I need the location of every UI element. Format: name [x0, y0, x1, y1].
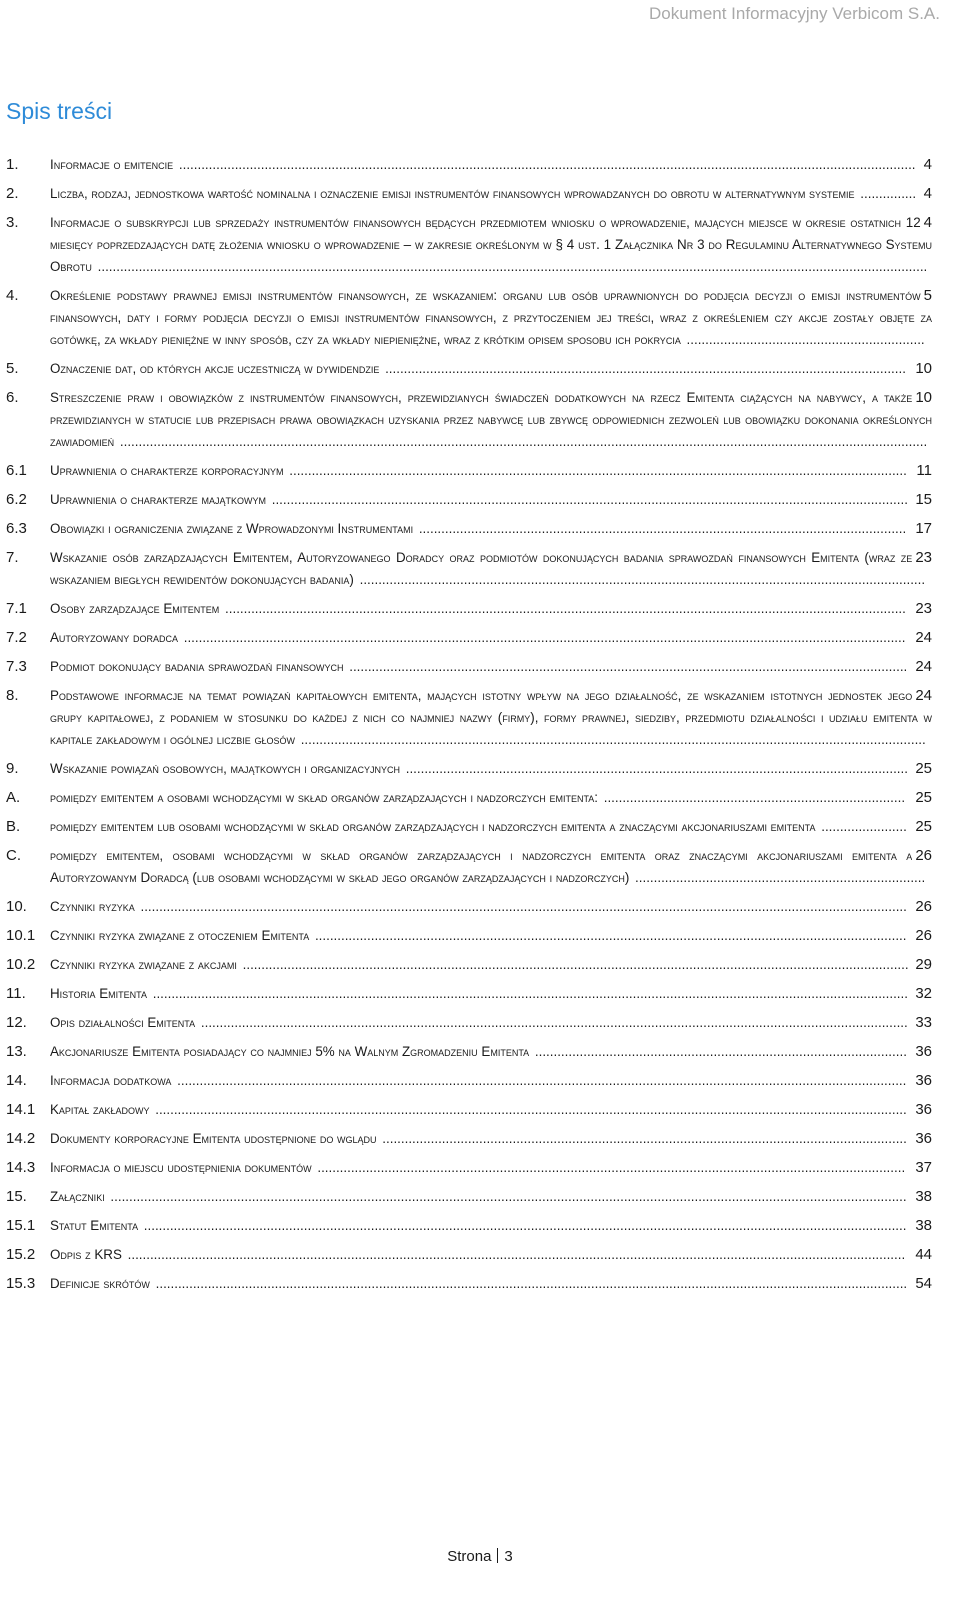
- toc-entry-leader: ..........................................................................................................................................................................................................: [151, 1276, 908, 1291]
- toc-entry-body: [50, 1157, 932, 1179]
- toc-entry-page: 25: [912, 816, 932, 838]
- toc-entry-body: [50, 1215, 932, 1237]
- toc-entry-title: Informacja o miejscu udostępnienia dokumentów: [50, 1160, 312, 1175]
- toc-entry[interactable]: [6, 1157, 932, 1179]
- toc-entry-page: 54: [912, 1273, 932, 1295]
- toc-entry[interactable]: [6, 845, 932, 889]
- toc-entry-page: 26: [912, 845, 932, 867]
- toc-entry-title: Kapitał zakładowy: [50, 1102, 150, 1117]
- toc-entry-page: 24: [912, 627, 932, 649]
- toc-entry-title: Czynniki ryzyka związane z otoczeniem Emitenta: [50, 928, 310, 943]
- toc-entry-leader: ........................................................................................................................................................: [355, 572, 926, 587]
- toc-entry[interactable]: [6, 1070, 932, 1092]
- toc-entry-body: [50, 285, 932, 351]
- toc-entry[interactable]: [6, 983, 932, 1005]
- toc-entry-body: [50, 1244, 932, 1266]
- toc-entry-number: 10.1: [6, 927, 36, 944]
- toc-entry-leader: ..............................................................................................................................................................: [313, 1160, 906, 1175]
- toc-entry-title: Statut Emitenta: [50, 1218, 139, 1233]
- toc-entry-leader: ..............................................................................: [631, 870, 926, 885]
- toc-entry-page: 38: [912, 1186, 932, 1208]
- toc-entry-leader: ................................................................: [682, 332, 925, 347]
- toc-entry-page: 17: [912, 518, 932, 540]
- toc-entry-number: 3.: [6, 214, 19, 231]
- toc-entry-title: Informacje o emitencie: [50, 157, 174, 172]
- toc-entry-title: Informacje o subskrypcji lub sprzedaży instrumentów finansowych będących przedmiotem wniosku o wprowadzenie, mających miejsce w okresie ostatnich 12 miesięcy poprzedzających datę złożenia wniosku o wprowadzenie – w zakresie określonym w § 4 ust. 1 Załącznika Nr 3 do Regulaminu Alternatywnego Systemu Obrotu: [50, 215, 932, 274]
- toc-entry-number: 10.2: [6, 956, 36, 973]
- toc-entry-body: [50, 358, 932, 380]
- toc-entry-number: 6.3: [6, 520, 27, 537]
- toc-entry-number: 11.: [6, 985, 26, 1002]
- toc-entry-number: 10.: [6, 898, 27, 915]
- toc-entry[interactable]: [6, 1215, 932, 1237]
- toc-entry-number: 7.2: [6, 629, 27, 646]
- toc-entry-leader: ........................................................................................................................................................................: [296, 732, 926, 747]
- toc-entry-body: [50, 183, 932, 205]
- toc-entry[interactable]: [6, 656, 932, 678]
- toc-entry-body: [50, 845, 932, 889]
- toc-entry-body: [50, 627, 932, 649]
- toc-entry-body: [50, 154, 932, 176]
- toc-entry-body: [50, 816, 932, 838]
- toc-entry-leader: ...........................................................................................................................................................................: [268, 492, 908, 507]
- toc-entry-leader: ...............................................................................................................................................................................................................................: [93, 259, 928, 274]
- toc-entry[interactable]: [6, 387, 932, 453]
- toc-entry-page: 23: [912, 598, 932, 620]
- toc-entry[interactable]: [6, 212, 932, 278]
- toc-entry-body: [50, 1186, 932, 1208]
- toc-entry-leader: ...........................................................................................................................................................................................................: [149, 986, 908, 1001]
- toc-entry-number: 14.: [6, 1072, 27, 1089]
- toc-entry-title: pomiędzy emitentem, osobami wchodzącymi w skład organów zarządzających i nadzorczych emitenta oraz znaczącymi akcjonariuszami emitenta a Autoryzowanym Doradcą (lub osobami wchodzącymi w skład jego organów zarządzających i nadzorczych): [50, 848, 913, 885]
- toc-entry[interactable]: [6, 925, 932, 947]
- toc-entry-body: [50, 1041, 932, 1063]
- toc-entry-leader: ...................................................................................................................................: [415, 521, 907, 536]
- toc-entry-page: 15: [912, 489, 932, 511]
- toc-entry-body: [50, 387, 932, 453]
- toc-entry[interactable]: [6, 1244, 932, 1266]
- toc-entry-page: 29: [912, 954, 932, 976]
- toc-entry-leader: .......................: [817, 819, 907, 834]
- toc-entry-page: 4: [921, 154, 932, 176]
- toc-entry-title: Podmiot dokonujący badania sprawozdań finansowych: [50, 659, 344, 674]
- toc-entry-body: [50, 460, 932, 482]
- toc-entry[interactable]: [6, 1128, 932, 1150]
- toc-entry[interactable]: [6, 154, 932, 176]
- toc-entry-title: Określenie podstawy prawnej emisji instrumentów finansowych, ze wskazaniem: organu lub osób uprawnionych do podjęcia decyzji o emisji instrumentów finansowych, daty i formy podjęcia decyzji o emisji instrumentów finansowych, z przytoczeniem jej treści, wraz z określeniem czy akcje zostały objęte za gotówkę, za wkłady pieniężne w inny sposób, czy za wkłady niepieniężne, wraz z krótkim opisem sposobu ich pokrycia: [50, 288, 932, 347]
- toc-entry-leader: ......................................................................................................................................................: [345, 659, 908, 674]
- toc-entry[interactable]: [6, 787, 932, 809]
- toc-entry-title: Uprawnienia o charakterze majątkowym: [50, 492, 267, 507]
- toc-entry[interactable]: [6, 758, 932, 780]
- toc-entry-number: 1.: [6, 156, 19, 173]
- toc-entry-leader: .............................................................................................................................................................................................................: [140, 1218, 907, 1233]
- toc-entry-leader: ......................................................................................................................................................................................................................: [106, 1189, 907, 1204]
- toc-entry-title: Akcjonariusze Emitenta posiadający co najmniej 5% na Walnym Zgromadzeniu Emitenta: [50, 1044, 530, 1059]
- toc-entry-page: 4: [921, 212, 932, 234]
- toc-entry-page: 24: [912, 656, 932, 678]
- toc-entry-body: [50, 954, 932, 976]
- toc-entry-number: 12.: [6, 1014, 27, 1031]
- toc-heading: Spis treści: [6, 98, 113, 124]
- toc-entry-page: 36: [912, 1099, 932, 1121]
- toc-entry-leader: .............................................................................................................................................: [378, 1131, 907, 1146]
- toc-entry[interactable]: [6, 954, 932, 976]
- toc-entry-number: 6.1: [6, 462, 27, 479]
- toc-entry-body: [50, 896, 932, 918]
- toc-entry-number: 6.: [6, 389, 19, 406]
- toc-entry-leader: ....................................................................................................................................................................................................: [173, 1073, 907, 1088]
- page-footer: [0, 1548, 960, 1565]
- toc-entry-body: [50, 925, 932, 947]
- toc-entry-page: 24: [912, 685, 932, 707]
- toc-entry[interactable]: [6, 896, 932, 918]
- toc-entry-title: Historia Emitenta: [50, 986, 147, 1001]
- toc-entry-title: Podstawowe informacje na temat powiązań kapitałowych emitenta, mających istotny wpływ na jego działalność, ze wskazaniem istotnych jednostek jego grupy kapitałowej, z podaniem w stosunku do każdej z nich co najmniej nazwy (firmy), formy prawnej, siedziby, przedmiotu działalności i udziału emitenta w kapitale zakładowym i ogólnej liczbie głosów: [50, 688, 932, 747]
- toc-entry-leader: ..........................................................................................................................................................................................................: [151, 1102, 907, 1117]
- toc-entry-title: Dokumenty korporacyjne Emitenta udostępnione do wglądu: [50, 1131, 377, 1146]
- toc-entry-body: [50, 685, 932, 751]
- toc-entry-number: 8.: [6, 687, 19, 704]
- toc-entry-title: Wskazanie powiązań osobowych, majątkowych i organizacyjnych: [50, 761, 400, 776]
- toc-entry[interactable]: [6, 183, 932, 205]
- toc-entry-body: [50, 598, 932, 620]
- toc-entry[interactable]: [6, 1273, 932, 1295]
- toc-entry[interactable]: [6, 547, 932, 591]
- toc-entry-body: [50, 1012, 932, 1034]
- toc-entry-leader: .................................................................................................................................................................................................................: [123, 1247, 906, 1262]
- toc-entry-page: 33: [912, 1012, 932, 1034]
- toc-entry-page: 36: [912, 1070, 932, 1092]
- toc-entry-leader: .................................................................................: [600, 790, 906, 805]
- footer-separator: [497, 1548, 498, 1563]
- toc-entry-page: 36: [912, 1128, 932, 1150]
- toc-entry-number: C.: [6, 847, 21, 864]
- toc-entry-number: 4.: [6, 287, 19, 304]
- toc-entry-leader: ............................................................................................................................................: [381, 361, 906, 376]
- toc-entry[interactable]: [6, 685, 932, 751]
- toc-entry-title: pomiędzy emitentem a osobami wchodzącymi w skład organów zarządzających i nadzorczych emitenta:: [50, 790, 598, 805]
- toc-entry-page: 23: [912, 547, 932, 569]
- toc-entry-number: 15.3: [6, 1275, 36, 1292]
- toc-entry-number: 15.2: [6, 1246, 36, 1263]
- toc-entry[interactable]: [6, 358, 932, 380]
- toc-entry-number: 7.: [6, 549, 19, 566]
- toc-entry-page: 25: [912, 758, 932, 780]
- toc-entry-page: 44: [912, 1244, 932, 1266]
- toc-entry[interactable]: [6, 627, 932, 649]
- toc-entry-number: 6.2: [6, 491, 27, 508]
- toc-entry[interactable]: [6, 518, 932, 540]
- toc-entry-body: [50, 212, 932, 278]
- toc-entry[interactable]: [6, 1041, 932, 1063]
- toc-entry-body: [50, 983, 932, 1005]
- footer-page-number: 3: [504, 1548, 513, 1565]
- toc-entry-body: [50, 758, 932, 780]
- toc-entry-page: 26: [912, 896, 932, 918]
- toc-entry[interactable]: [6, 1012, 932, 1034]
- toc-entry-title: Wskazanie osób zarządzających Emitentem, Autoryzowanego Doradcy oraz podmiotów dokonujących badania sprawozdań finansowych Emitenta (wraz ze wskazaniem biegłych rewidentów dokonujących badania): [50, 550, 913, 587]
- toc-entry-number: 7.3: [6, 658, 27, 675]
- toc-entry-title: Czynniki ryzyka związane z akcjami: [50, 957, 237, 972]
- toc-entry-page: 38: [912, 1215, 932, 1237]
- toc-entry-page: 11: [913, 460, 932, 482]
- toc-entry-title: Czynniki ryzyka: [50, 899, 135, 914]
- toc-entry-title: Liczba, rodzaj, jednostkowa wartość nominalna i oznaczenie emisji instrumentów finansowych wprowadzanych do obrotu w alternatywnym systemie: [50, 186, 855, 201]
- toc-entry-leader: ...............: [856, 186, 917, 201]
- toc-entry-title: Oznaczenie dat, od których akcje uczestniczą w dywidendzie: [50, 361, 380, 376]
- toc-entry[interactable]: [6, 816, 932, 838]
- toc-entry-number: B.: [6, 818, 21, 835]
- toc-entry-body: [50, 1070, 932, 1092]
- toc-entry-page: 36: [912, 1041, 932, 1063]
- toc-entry[interactable]: [6, 1186, 932, 1208]
- toc-entry-leader: ..................................................................................................................................................................................................: [180, 630, 906, 645]
- toc-entry-title: pomiędzy emitentem lub osobami wchodzącymi w skład organów zarządzających i nadzorczych emitenta a znaczącymi akcjonariuszami emitenta: [50, 819, 816, 834]
- toc-entry-page: 25: [912, 787, 932, 809]
- toc-entry-title: Uprawnienia o charakterze korporacyjnym: [50, 463, 284, 478]
- toc-entry-page: 32: [912, 983, 932, 1005]
- toc-entry-leader: ......................................................................................................................................................................: [285, 463, 907, 478]
- toc-entry-number: A.: [6, 789, 21, 806]
- toc-entry-leader: ....................................................................................................: [531, 1044, 907, 1059]
- toc-entry[interactable]: [6, 285, 932, 351]
- toc-entry-page: 26: [912, 925, 932, 947]
- toc-entry-leader: .......................................................................................................................................: [402, 761, 908, 776]
- toc-entry-body: [50, 489, 932, 511]
- toc-entry-title: Streszczenie praw i obowiązków z instrumentów finansowych, przewidzianych świadczeń dodatkowych na rzecz Emitenta ciążących na nabywcy, a także przewidzianych w statucie lub przepisach prawa obowiązkach uzyskania przez nabywcę lub zbywcę odpowiednich zezwoleń lub obowiązku dokonania określonych zawiadomień: [50, 390, 932, 449]
- toc-entry-number: 15.1: [6, 1217, 36, 1234]
- toc-entry-leader: .......................................................................................................................................................................................: [221, 601, 906, 616]
- toc-entry-leader: ...................................................................................................................................................................................: [238, 957, 909, 972]
- toc-entry-body: [50, 656, 932, 678]
- toc-entry-number: 7.1: [6, 600, 27, 617]
- toc-entry-page: 4: [921, 183, 932, 205]
- toc-entry[interactable]: [6, 598, 932, 620]
- toc-entry-title: Osoby zarządzające Emitentem: [50, 601, 220, 616]
- toc-entry-body: [50, 787, 932, 809]
- toc-entry-number: 14.2: [6, 1130, 36, 1147]
- toc-entry-body: [50, 1128, 932, 1150]
- toc-entry-page: 10: [912, 358, 932, 380]
- toc-entry-title: Definicje skrótów: [50, 1276, 150, 1291]
- toc-entry-leader: .........................................................................................................................................................................................................................: [116, 434, 928, 449]
- toc-entry-leader: ......................................................................................................................................................................................................: [175, 157, 916, 172]
- toc-entry-number: 9.: [6, 760, 19, 777]
- toc-entry-title: Opis działalności Emitenta: [50, 1015, 196, 1030]
- toc-entry-page: 10: [912, 387, 932, 409]
- toc-entry[interactable]: [6, 1099, 932, 1121]
- toc-entry-leader: ...............................................................................................................................................................: [311, 928, 907, 943]
- table-of-contents: [6, 154, 932, 1302]
- document-header: Dokument Informacyjny Verbicom S.A.: [648, 4, 940, 23]
- toc-entry-body: [50, 518, 932, 540]
- toc-entry-title: Obowiązki i ograniczenia związane z Wprowadzonymi Instrumentami: [50, 521, 414, 536]
- toc-entry[interactable]: [6, 460, 932, 482]
- toc-entry-number: 15.: [6, 1188, 27, 1205]
- toc-entry-title: Autoryzowany doradca: [50, 630, 178, 645]
- toc-entry-leader: ..............................................................................................................................................................................................: [197, 1015, 908, 1030]
- toc-entry[interactable]: [6, 489, 932, 511]
- toc-entry-page: 5: [921, 285, 932, 307]
- footer-label: Strona: [447, 1548, 492, 1565]
- toc-entry-body: [50, 547, 932, 591]
- toc-entry-number: 2.: [6, 185, 19, 202]
- toc-entry-page: 37: [912, 1157, 932, 1179]
- toc-entry-leader: ..............................................................................................................................................................................................................: [136, 899, 907, 914]
- toc-entry-body: [50, 1099, 932, 1121]
- toc-entry-title: Odpis z KRS: [50, 1247, 122, 1262]
- toc-entry-title: Informacja dodatkowa: [50, 1073, 172, 1088]
- toc-entry-body: [50, 1273, 932, 1295]
- toc-entry-number: 14.3: [6, 1159, 36, 1176]
- toc-entry-number: 5.: [6, 360, 19, 377]
- toc-entry-number: 14.1: [6, 1101, 36, 1118]
- toc-entry-number: 13.: [6, 1043, 27, 1060]
- toc-entry-title: Załączniki: [50, 1189, 105, 1204]
